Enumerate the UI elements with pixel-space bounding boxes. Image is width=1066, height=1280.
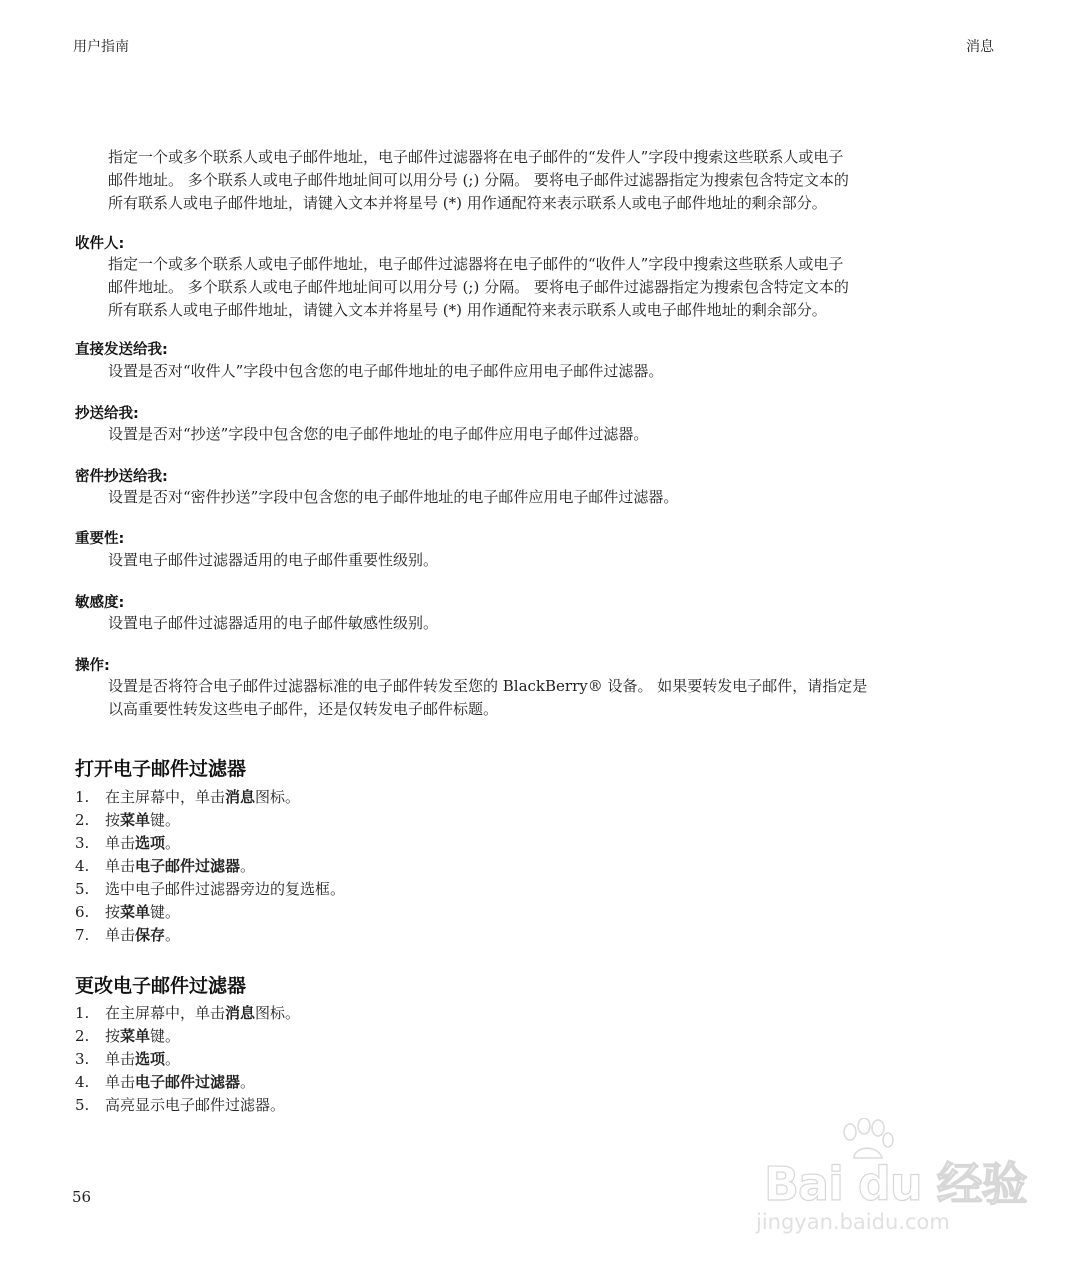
list-item	[75, 855, 255, 878]
step-text: 键。	[150, 1027, 181, 1045]
step-number: 2.	[75, 1027, 90, 1045]
step-text: 选中电子邮件过滤器旁边的复选框。	[105, 880, 346, 898]
step-text: 按	[105, 903, 121, 921]
step-bold: 消息	[225, 788, 256, 806]
definition-line: 邮件地址。 多个联系人或电子邮件地址间可以用分号 (;) 分隔。 要将电子邮件过滤器指定为搜索包含特定文本的	[108, 278, 849, 296]
definition-line: 设置电子邮件过滤器适用的电子邮件敏感性级别。	[108, 614, 439, 632]
term-recipient: 收件人:	[75, 236, 125, 252]
step-number: 3.	[75, 834, 90, 852]
intro-paragraph	[108, 146, 998, 215]
step-number: 4.	[75, 857, 90, 875]
list-item	[75, 786, 300, 809]
definition-line: 设置是否对“抄送”字段中包含您的电子邮件地址的电子邮件应用电子邮件过滤器。	[108, 425, 649, 443]
list-item	[75, 809, 180, 832]
step-text: 。	[240, 857, 256, 875]
term-sensitivity: 敏感度:	[75, 595, 125, 611]
step-text: 。	[165, 1050, 181, 1068]
list-item	[75, 832, 180, 855]
page-number: 56	[72, 1188, 92, 1206]
definition-line: 以高重要性转发这些电子邮件，还是仅转发电子邮件标题。	[108, 700, 499, 718]
definition-action	[108, 675, 998, 721]
step-bold: 菜单	[120, 903, 151, 921]
definition-line: 设置是否对“密件抄送”字段中包含您的电子邮件地址的电子邮件应用电子邮件过滤器。	[108, 488, 679, 506]
step-number: 5.	[75, 1096, 90, 1114]
intro-line: 指定一个或多个联系人或电子邮件地址，电子邮件过滤器将在电子邮件的“发件人”字段中搜索这些联系人或电子	[108, 148, 844, 166]
watermark-url: jingyan.baidu.com	[756, 1210, 950, 1234]
step-number: 7.	[75, 926, 90, 944]
section-title-change-filter: 更改电子邮件过滤器	[75, 975, 247, 997]
step-bold: 选项	[135, 834, 166, 852]
definition-line: 设置是否对“收件人”字段中包含您的电子邮件地址的电子邮件应用电子邮件过滤器。	[108, 362, 664, 380]
definition-line: 指定一个或多个联系人或电子邮件地址，电子邮件过滤器将在电子邮件的“收件人”字段中搜索这些联系人或电子	[108, 255, 844, 273]
step-bold: 消息	[225, 1004, 256, 1022]
step-number: 2.	[75, 811, 90, 829]
list-item	[75, 1094, 285, 1117]
intro-line: 所有联系人或电子邮件地址，请键入文本并将星号 (*) 用作通配符来表示联系人或电子邮件地址的剩余部分。	[108, 194, 827, 212]
step-text: 键。	[150, 811, 181, 829]
step-text: 在主屏幕中，单击	[105, 788, 226, 806]
baidu-watermark	[756, 1118, 1027, 1248]
definition-recipient	[108, 253, 998, 322]
definition-line: 设置电子邮件过滤器适用的电子邮件重要性级别。	[108, 551, 439, 569]
step-bold: 电子邮件过滤器	[135, 857, 241, 875]
step-text: 。	[165, 926, 181, 944]
definition-bcc	[108, 486, 998, 509]
step-text: 按	[105, 811, 121, 829]
watermark-logo: Bai du 经验	[764, 1157, 1027, 1211]
list-item	[75, 878, 345, 901]
section-title-open-filter: 打开电子邮件过滤器	[75, 758, 247, 780]
step-text: 图标。	[255, 1004, 301, 1022]
list-item	[75, 1048, 180, 1071]
step-number: 3.	[75, 1050, 90, 1068]
header-right-title: 消息	[966, 39, 994, 55]
step-text: 。	[165, 834, 181, 852]
step-number: 4.	[75, 1073, 90, 1091]
definition-sent-directly	[108, 360, 998, 383]
term-cc: 抄送给我:	[75, 406, 139, 422]
definition-line: 设置是否将符合电子邮件过滤器标准的电子邮件转发至您的 BlackBerry® 设备。 如果要转发电子邮件，请指定是	[108, 677, 868, 695]
term-sent-directly: 直接发送给我:	[75, 342, 168, 358]
step-text: 单击	[105, 1073, 136, 1091]
list-item	[75, 901, 180, 924]
definition-sensitivity	[108, 612, 998, 635]
step-text: 单击	[105, 834, 136, 852]
step-text: 图标。	[255, 788, 301, 806]
intro-line: 邮件地址。 多个联系人或电子邮件地址间可以用分号 (;) 分隔。 要将电子邮件过滤器指定为搜索包含特定文本的	[108, 171, 849, 189]
step-text: 单击	[105, 1050, 136, 1068]
definition-cc	[108, 423, 998, 446]
step-bold: 菜单	[120, 1027, 151, 1045]
step-bold: 选项	[135, 1050, 166, 1068]
step-number: 1.	[75, 1004, 90, 1022]
list-item	[75, 1071, 255, 1094]
step-bold: 保存	[135, 926, 166, 944]
list-item	[75, 1025, 180, 1048]
step-text: 在主屏幕中，单击	[105, 1004, 226, 1022]
step-text: 单击	[105, 857, 136, 875]
step-text: 键。	[150, 903, 181, 921]
list-item	[75, 924, 180, 947]
header-left-title: 用户指南	[73, 39, 129, 55]
step-text: 高亮显示电子邮件过滤器。	[105, 1096, 286, 1114]
term-action: 操作:	[75, 658, 110, 674]
term-bcc: 密件抄送给我:	[75, 469, 168, 485]
definition-line: 所有联系人或电子邮件地址，请键入文本并将星号 (*) 用作通配符来表示联系人或电子邮件地址的剩余部分。	[108, 301, 827, 319]
step-text: 按	[105, 1027, 121, 1045]
step-text: 单击	[105, 926, 136, 944]
step-bold: 菜单	[120, 811, 151, 829]
list-item	[75, 1002, 300, 1025]
step-text: 。	[240, 1073, 256, 1091]
step-bold: 电子邮件过滤器	[135, 1073, 241, 1091]
step-number: 5.	[75, 880, 90, 898]
step-number: 6.	[75, 903, 90, 921]
step-number: 1.	[75, 788, 90, 806]
term-importance: 重要性:	[75, 531, 125, 547]
definition-importance	[108, 549, 998, 572]
